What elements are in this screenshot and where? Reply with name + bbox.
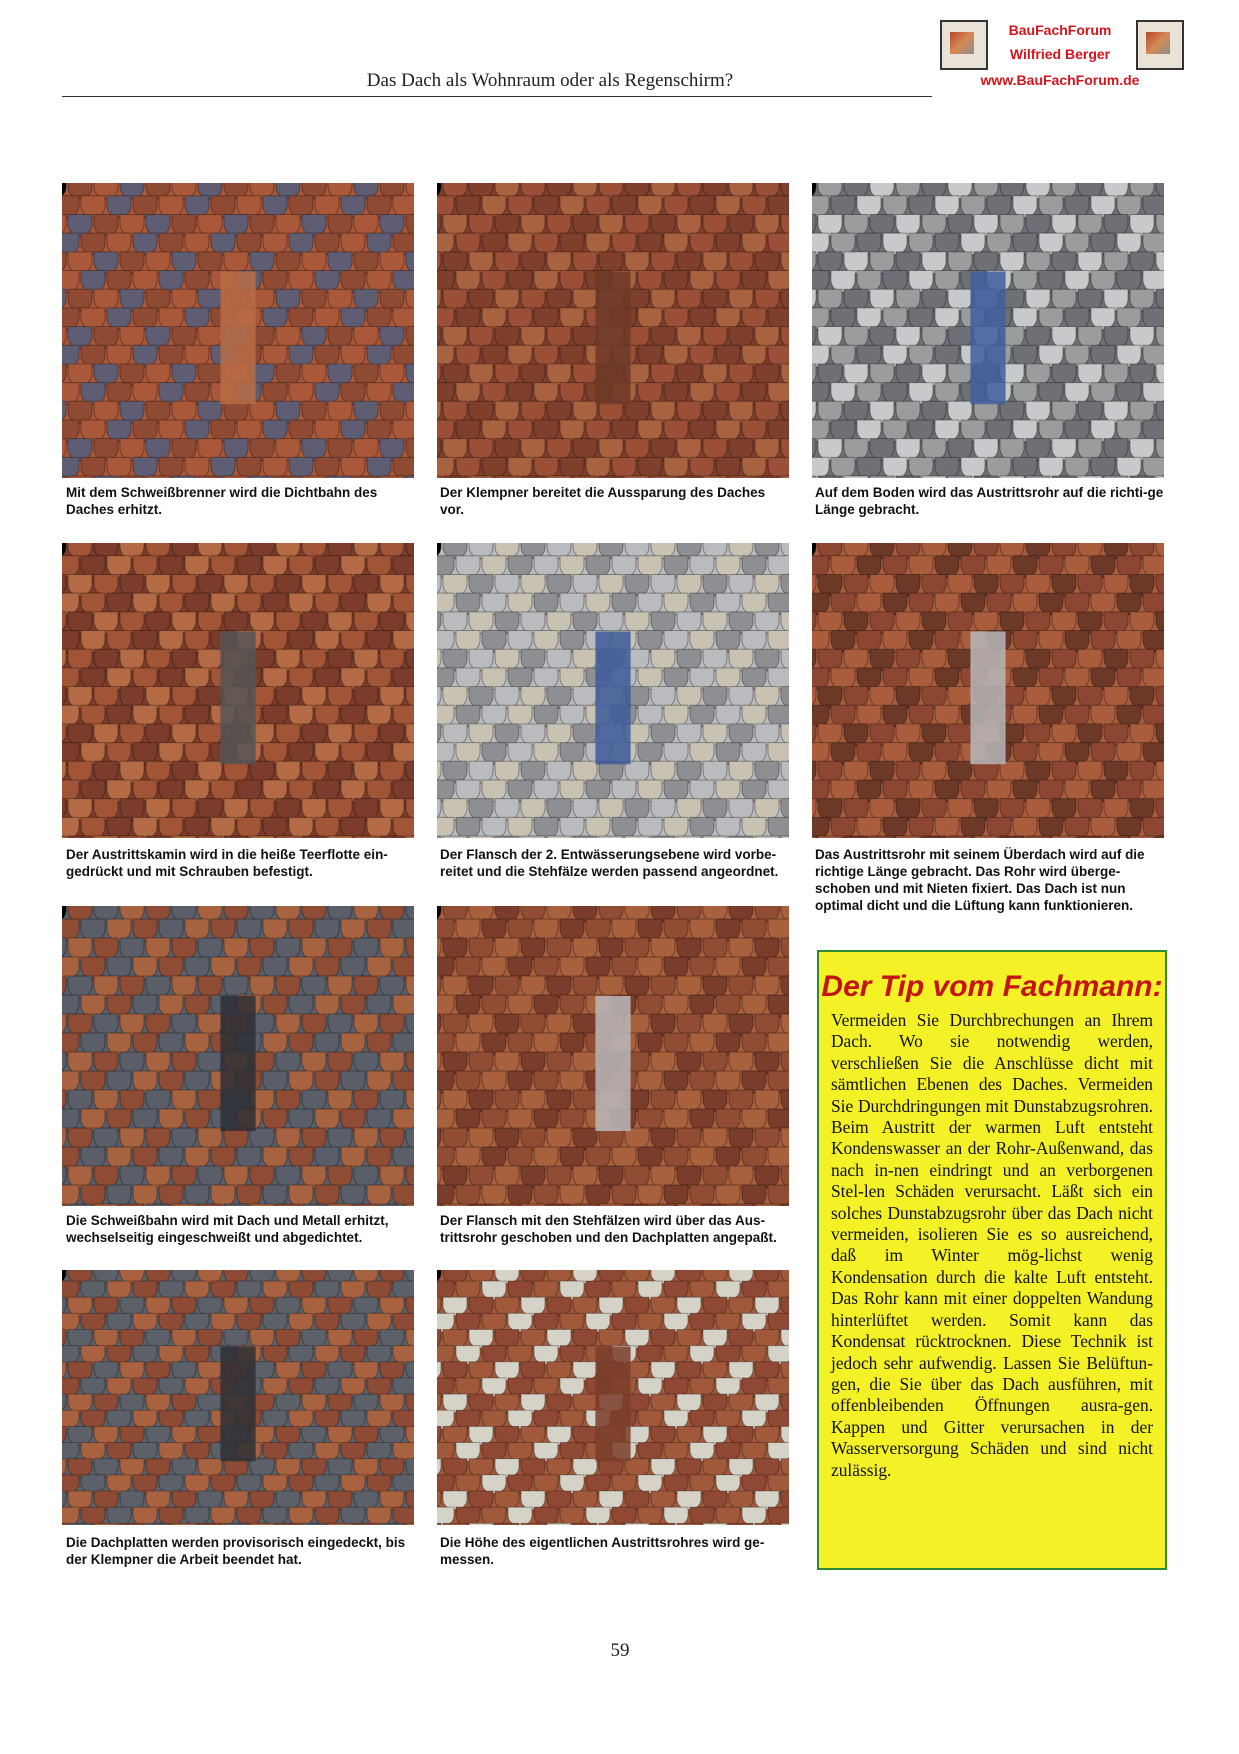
roof-photo-3 (812, 183, 1164, 478)
photo-caption: Auf dem Boden wird das Austrittsrohr auf die richti-ge Länge gebracht. (815, 485, 1164, 517)
photo-caption: Der Flansch mit den Stehfälzen wird über das Aus-trittsrohr geschoben und den Dachplatten angepaßt. (440, 1213, 777, 1245)
brand-logo-icon (940, 20, 988, 70)
roof-photo-9 (62, 1270, 414, 1525)
roof-photo-4 (62, 543, 414, 838)
brand-url[interactable]: www.BauFachForum.de (980, 72, 1140, 88)
photo-caption: Die Dachplatten werden provisorisch eingedeckt, bis der Klempner die Arbeit beendet hat. (66, 1535, 406, 1567)
expert-tip-box (817, 950, 1167, 1570)
roof-photo-10 (437, 1270, 789, 1525)
brand-logo-icon (1136, 20, 1184, 70)
roof-photo-2 (437, 183, 789, 478)
roof-photo-7 (62, 906, 414, 1206)
brand-logo-block (940, 18, 1200, 98)
photo-caption: Die Höhe des eigentlichen Austrittsrohres wird ge-messen. (440, 1535, 765, 1567)
tip-text: Vermeiden Sie Durchbrechungen an Ihrem Dach. Wo sie notwendig werden, verschließen Sie die Anschlüsse dicht mit sämtlichen Ebenen des Daches. Vermeiden Sie Durchdringungen mit Dunstabzugsrohren. Beim Austritt der warmen Luft entsteht Kondenswasser an der Rohr-Außenwand, das nach in-nen eindringt und an verborgenen Stel-len Schäden verursacht. Läßt sich ein solches Dunstabzugsrohr über das Dach nicht vermeiden, isolieren Sie es so ausreichend, daß im Winter mög-lichst wenig Kondensation durch die kalte Luft entsteht. Das Rohr kann mit einer doppelten Wandung hinterlüftet werden. Somit kann das Kondensat rücktrocknen. Diese Technik ist jedoch sehr aufwendig. Lassen Sie Belüftun-gen, die Sie über das Dach ausführen, mit offenbleibenden Öffnungen ausra-gen. Kappen und Gitter verursachen in der Wasserversorgung Schäden und sind nicht zulässig. (831, 1010, 1153, 1480)
header-rule (62, 96, 932, 97)
roof-photo-6 (812, 543, 1164, 838)
roof-photo-8 (437, 906, 789, 1206)
tip-title: Der Tip vom Fachmann: (821, 970, 1163, 1003)
photo-caption: Das Austrittsrohr mit seinem Überdach wird auf die richtige Länge gebracht. Das Rohr wird überge-schoben und mit Nieten fixiert. Das Dach ist nun optimal dicht und die Lüftung kann funktionieren. (815, 847, 1145, 913)
photo-caption: Der Austrittskamin wird in die heiße Teerflotte ein-gedrückt und mit Schrauben befestigt. (66, 847, 388, 879)
photo-caption: Der Flansch der 2. Entwässerungsebene wird vorbe-reitet und die Stehfälze werden passend angeordnet. (440, 847, 779, 879)
roof-photo-1 (62, 183, 414, 478)
page-header-title: Das Dach als Wohnraum oder als Regenschirm? (366, 70, 734, 91)
photo-caption: Mit dem Schweißbrenner wird die Dichtbahn des Daches erhitzt. (66, 485, 378, 517)
photo-caption: Der Klempner bereitet die Aussparung des Daches vor. (440, 485, 766, 517)
photo-caption: Die Schweißbahn wird mit Dach und Metall erhitzt, wechselseitig eingeschweißt und abgedichtet. (66, 1213, 389, 1245)
page-number: 59 (610, 1640, 630, 1661)
brand-name: BauFachForum (1008, 22, 1112, 38)
brand-person: Wilfried Berger (1009, 46, 1111, 62)
roof-photo-5 (437, 543, 789, 838)
